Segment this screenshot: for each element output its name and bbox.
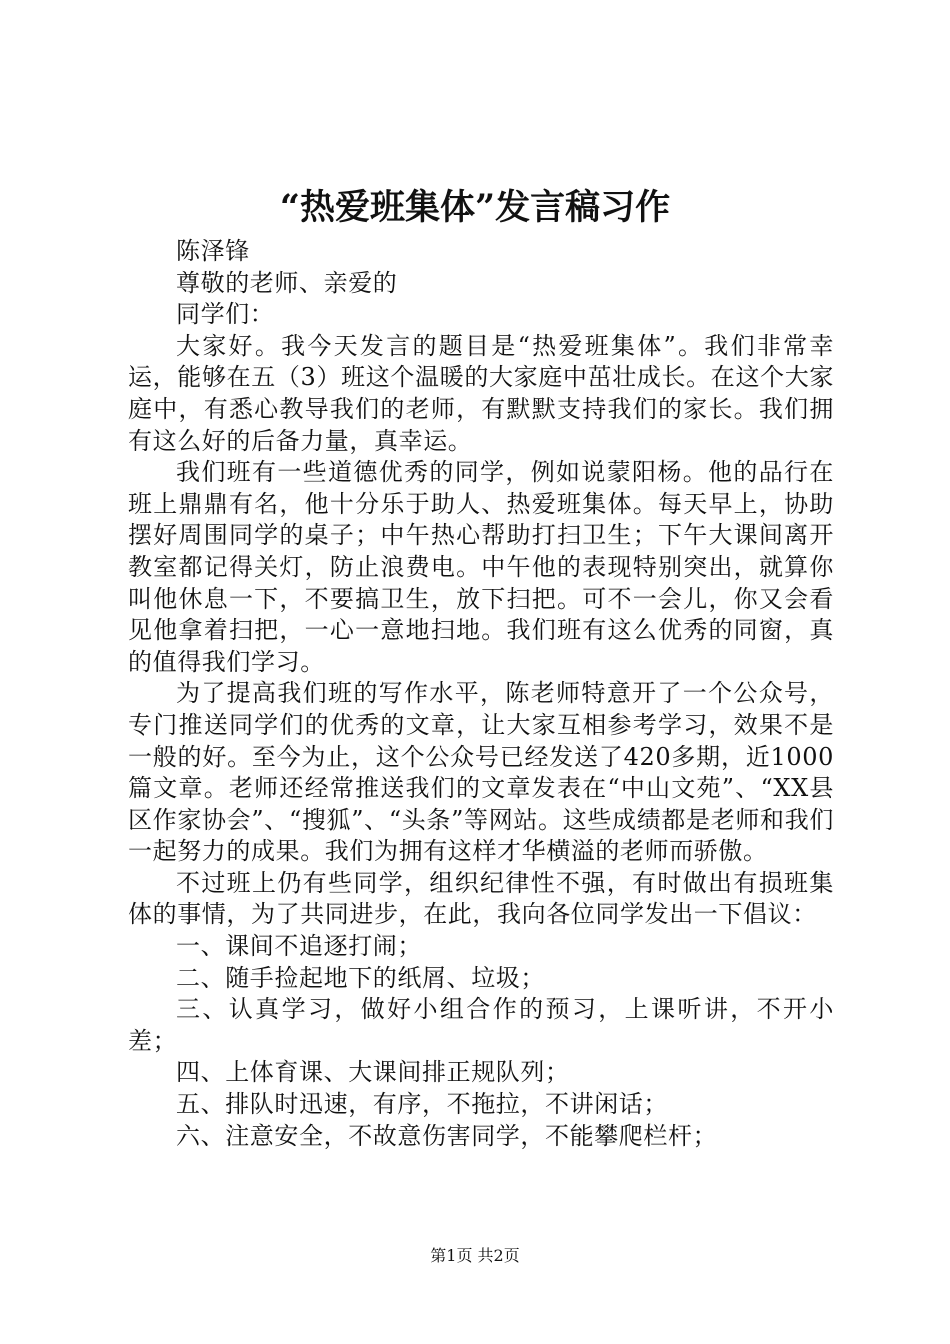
proposal-item-1: 一、课间不追逐打闹；: [176, 932, 422, 961]
paragraph-classmate: 我们班有一些道德优秀的同学，例如说蒙阳杨。他的品行在班上鼎鼎有名，他十分乐于助人、热爱班集体。每天早上，协助摆好周围同学的桌子；中午热心帮助打扫卫生；下午大课间离开教室都记得关灯，防止浪费电。中午他的表现特别突出，就算你叫他休息一下，不要搞卫生，放下扫把。可不一会儿，你又会看见他拿着扫把，一心一意地扫地。我们班有这么优秀的同窗，真的值得我们学习。: [128, 458, 834, 676]
salutation-line-2: 同学们：: [176, 300, 275, 329]
proposal-item-6: 六、注意安全，不故意伤害同学，不能攀爬栏杆；: [176, 1121, 718, 1150]
salutation-line-1: 尊敬的老师、亲爱的: [176, 268, 398, 297]
proposal-item-4: 四、上体育课、大课间排正规队列；: [176, 1058, 570, 1087]
author-line: 陈泽锋: [176, 237, 250, 265]
document-title: “热爱班集体”发言稿习作: [279, 187, 671, 228]
document-body: [128, 236, 834, 1152]
paragraph-proposal: 不过班上仍有些同学，组织纪律性不强，有时做出有损班集体的事情，为了共同进步，在此，我向各位同学发出一下倡议：: [128, 868, 834, 929]
proposal-item-3: 三、认真学习，做好小组合作的预习，上课听讲，不开小差；: [128, 995, 834, 1055]
paragraph-intro: 大家好。我今天发言的题目是“热爱班集体”。我们非常幸运，能够在五（3）班这个温暖的大家庭中茁壮成长。在这个大家庭中，有悉心教导我们的老师，有默默支持我们的家长。我们拥有这么好的后备力量，真幸运。: [128, 331, 834, 455]
proposal-item-5: 五、排队时迅速，有序，不拖拉，不讲闲话；: [176, 1090, 668, 1119]
proposal-item-2: 二、随手捡起地下的纸屑、垃圾；: [176, 963, 545, 992]
page-footer: 第1页 共2页: [430, 1246, 520, 1265]
paragraph-writing: 为了提高我们班的写作水平，陈老师特意开了一个公众号，专门推送同学们的优秀的文章，让大家互相参考学习，效果不是一般的好。至今为止，这个公众号已经发送了420多期，近1000篇文章。老师还经常推送我们的文章发表在“中山文苑”、“XX县区作家协会”、“搜狐”、“头条”等网站。这些成绩都是老师和我们一起努力的成果。我们为拥有这样才华横溢的老师而骄傲。: [128, 679, 834, 866]
